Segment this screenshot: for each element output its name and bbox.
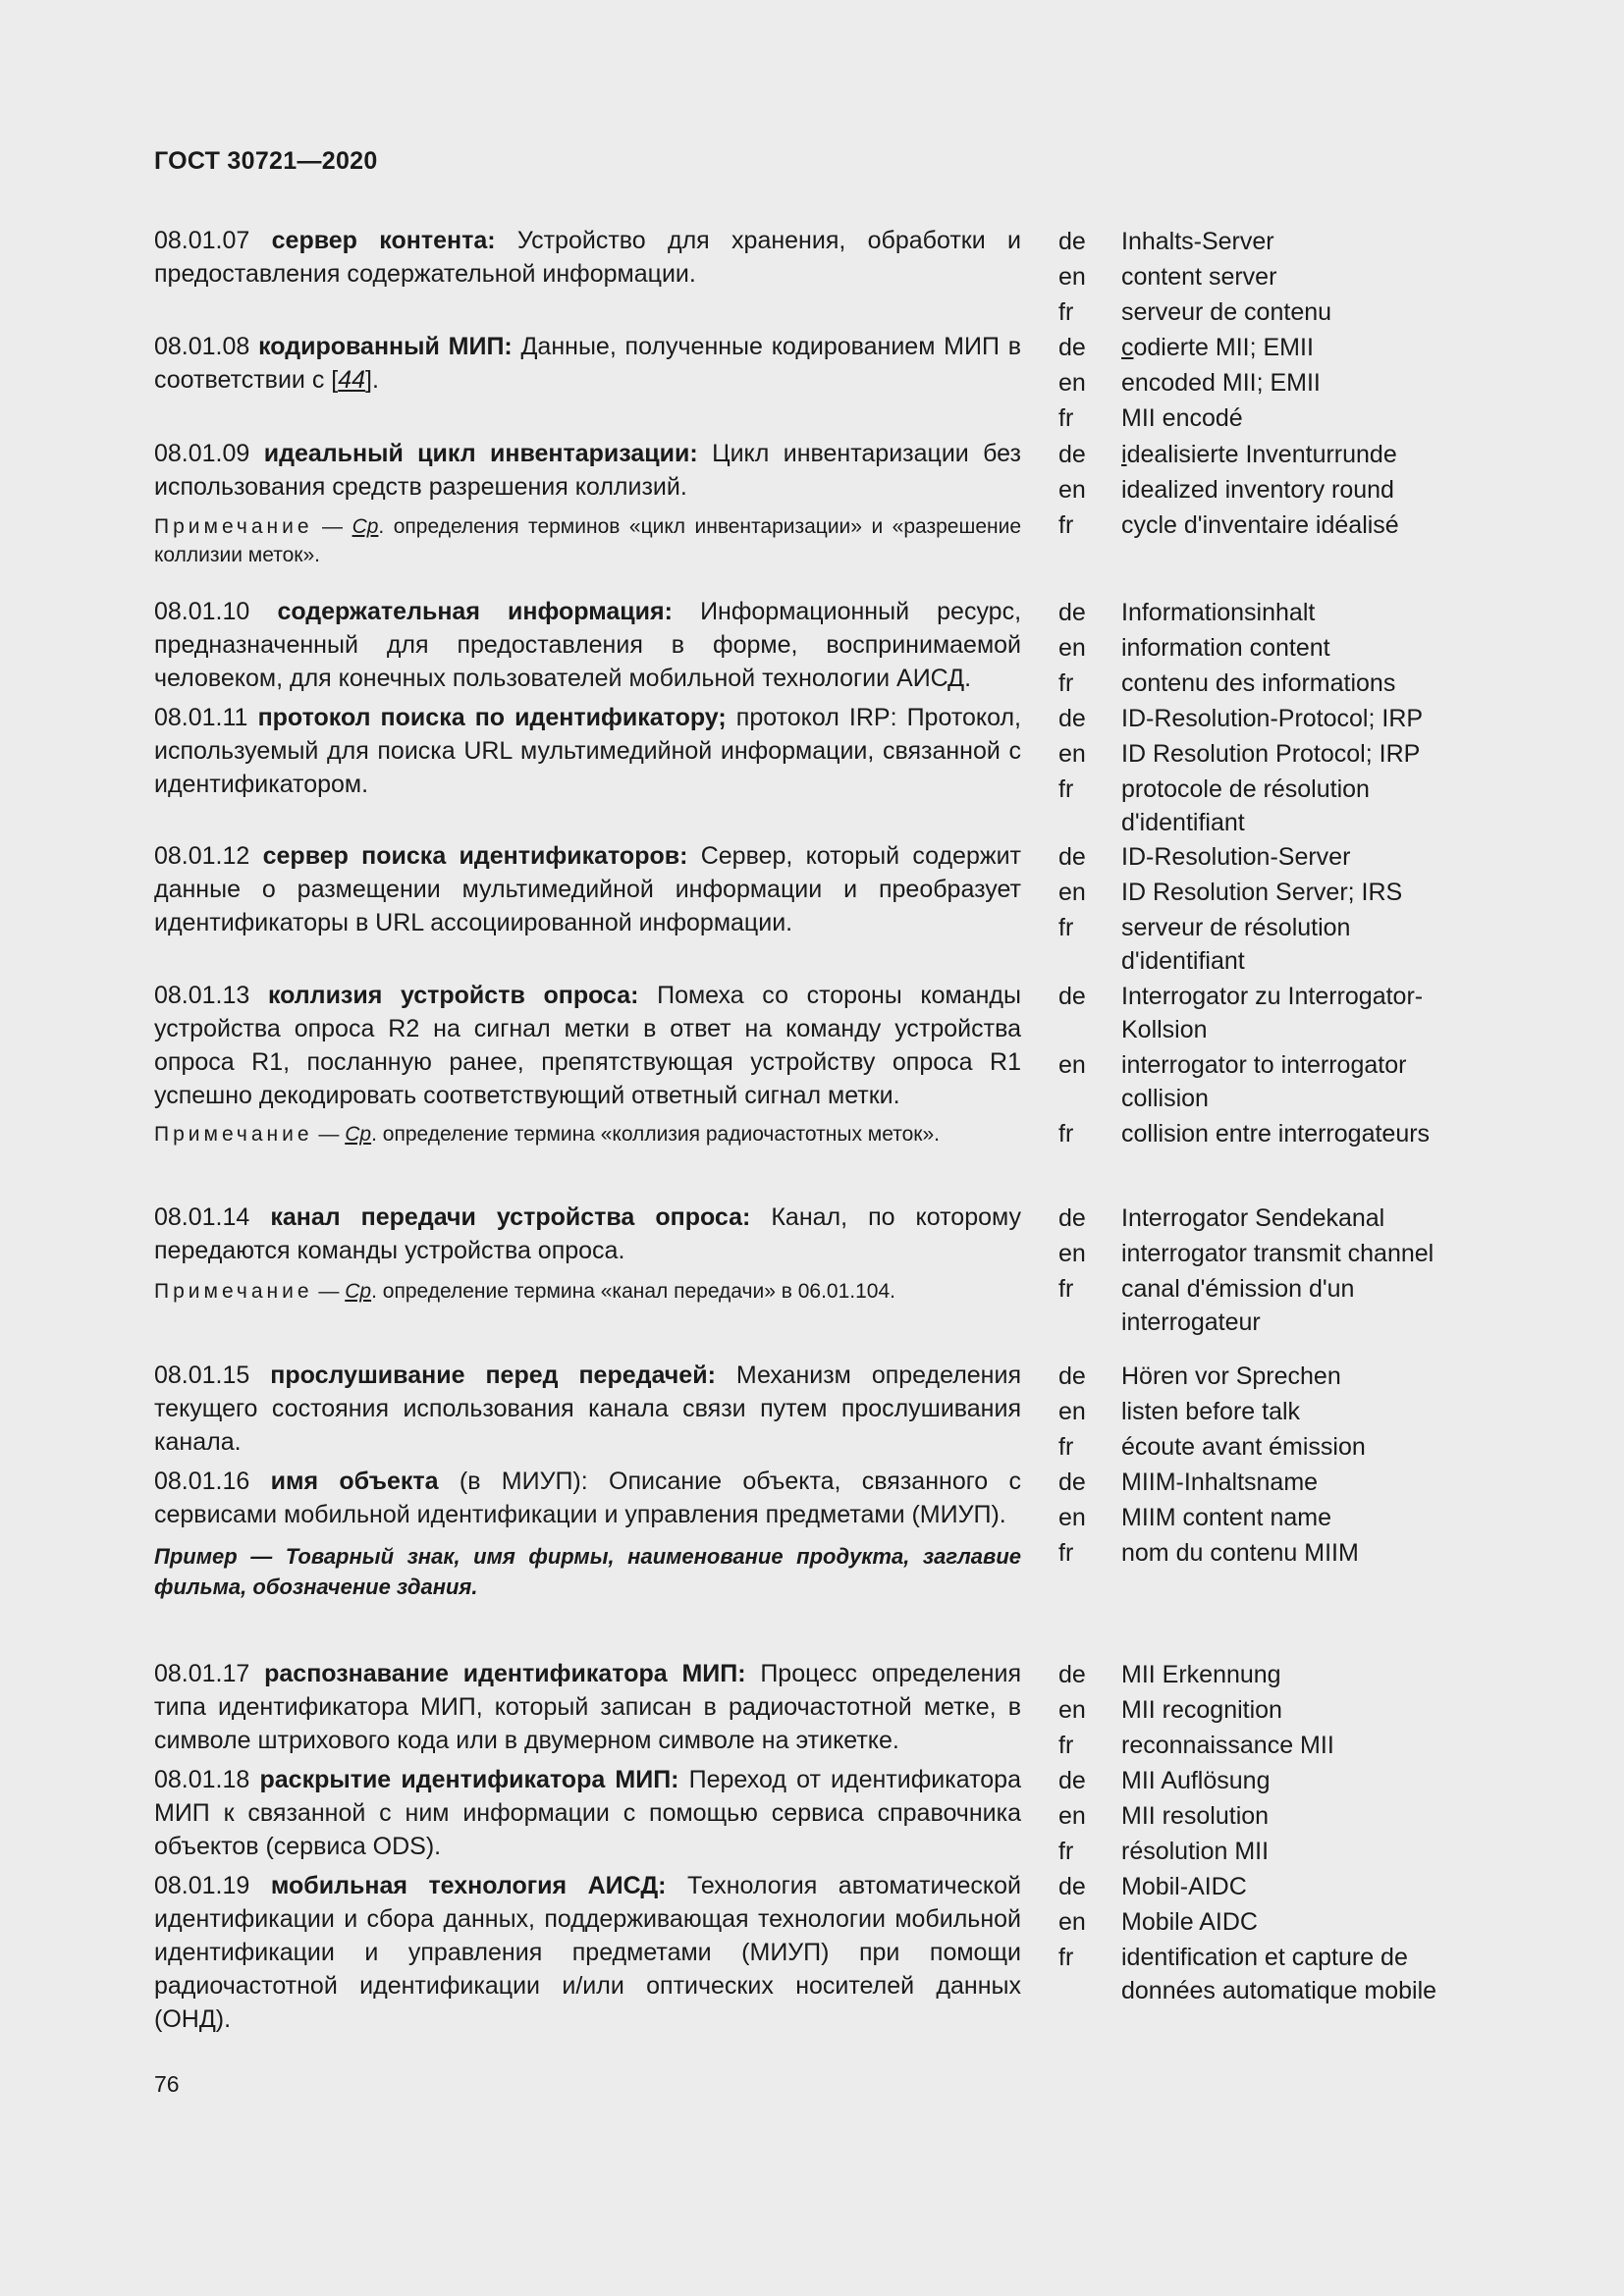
lang-term: Mobil-AIDC (1121, 1873, 1247, 1900)
term-entry-08-01-07 (154, 224, 1021, 291)
definition (154, 595, 1021, 695)
lang-code: en (1058, 1051, 1086, 1079)
lang-code: de (1058, 705, 1086, 732)
definition (154, 437, 1021, 504)
term-name: мобильная технология АИСД: (270, 1872, 667, 1899)
note-text: . определение термина «коллизия радиочастотных меток». (371, 1123, 940, 1146)
translations-08-01-13 (1058, 979, 1589, 1151)
term-name: сервер поиска идентификаторов: (262, 842, 688, 870)
lang-term: ID-Resolution-Server (1121, 843, 1351, 871)
term-entry-08-01-18 (154, 1763, 1021, 1863)
lang-term: interrogator transmit channel (1121, 1240, 1435, 1267)
definition (154, 1869, 1021, 2036)
term-entry-08-01-17 (154, 1657, 1021, 1757)
note-text: . определения терминов «цикл инвентаризации» и «разрешение коллизии меток». (154, 515, 1022, 566)
note-ref-link[interactable]: Ср (345, 1280, 372, 1303)
note (154, 1277, 1021, 1306)
lang-term: protocole de résolution d'identifiant (1121, 775, 1370, 836)
lang-code: de (1058, 1767, 1086, 1794)
term-number: 08.01.08 (154, 333, 250, 360)
term-entry-08-01-11 (154, 701, 1021, 801)
lang-code: en (1058, 1240, 1086, 1267)
lang-term: interrogator to interrogator collision (1121, 1051, 1407, 1112)
lang-code: de (1058, 983, 1086, 1010)
note-dash: — (312, 515, 352, 538)
lang-term: information content (1121, 634, 1330, 662)
lang-term (1121, 437, 1589, 472)
lang-code: en (1058, 1696, 1086, 1724)
lang-term: encoded MII; EMII (1121, 369, 1321, 397)
translations-08-01-16 (1058, 1465, 1589, 1571)
definition-text: Цикл инвентаризации без использования средств разрешения коллизий. (154, 440, 1021, 501)
translations-08-01-14 (1058, 1201, 1589, 1340)
translations-08-01-10 (1058, 595, 1589, 701)
lang-code: fr (1058, 1539, 1074, 1567)
lang-term: collision entre interrogateurs (1121, 1120, 1431, 1148)
translations-08-01-12 (1058, 839, 1589, 979)
definition-text: Помеха со стороны команды устройства опроса R2 на сигнал метки в ответ на команду устройства опроса R1, посланную ранее, препятствующая устройству опроса R1 успешно декодировать соответствующий ответный сигнал метки. (154, 982, 1021, 1109)
lang-code: fr (1058, 1944, 1074, 1971)
lang-code: fr (1058, 1838, 1074, 1865)
definition (154, 979, 1021, 1112)
term-number: 08.01.09 (154, 440, 250, 467)
term-number: 08.01.15 (154, 1362, 250, 1389)
term-number: 08.01.10 (154, 598, 250, 625)
lang-term: résolution MII (1121, 1838, 1270, 1865)
lang-code: en (1058, 1802, 1086, 1830)
term-name: содержательная информация: (277, 598, 673, 625)
translations-08-01-18 (1058, 1763, 1589, 1869)
lang-term: contenu des informations (1121, 669, 1396, 697)
lang-term: identification et capture de données automatique mobile (1121, 1944, 1437, 2004)
lang-code: en (1058, 740, 1086, 768)
lang-code: en (1058, 634, 1086, 662)
definition-text: Информационный ресурс, предназначенный для предоставления в форме, воспринимаемой человеком, для конечных пользователей мобильной технологии АИСД. (154, 598, 1022, 692)
lang-term: MII resolution (1121, 1802, 1270, 1830)
note-label: Примечание (154, 1280, 313, 1303)
lang-term: ID Resolution Protocol; IRP (1121, 740, 1421, 768)
lang-term: content server (1121, 263, 1277, 291)
definition-text: Канал, по которому передаются команды устройства опроса. (154, 1203, 1021, 1264)
term-entry-08-01-09 (154, 437, 1021, 569)
note-ref-link[interactable]: Ср (352, 515, 379, 538)
term-number: 08.01.19 (154, 1872, 250, 1899)
definition (154, 1763, 1021, 1863)
translations-08-01-15 (1058, 1359, 1589, 1465)
lang-code: de (1058, 599, 1086, 626)
definition-text: Механизм определения текущего состояния использования канала связи путем прослушивания канала. (154, 1362, 1021, 1456)
definition-text: Устройство для хранения, обработки и предоставления содержательной информации. (154, 227, 1021, 288)
lang-term: Mobile AIDC (1121, 1908, 1258, 1936)
definition (154, 330, 1021, 397)
lang-code: fr (1058, 404, 1074, 432)
note-text: . определение термина «канал передачи» в 06.01.104. (371, 1280, 895, 1303)
term-number: 08.01.13 (154, 982, 250, 1009)
definition-text: протокол IRP: Протокол, используемый для поиска URL мультимедийной информации, связанной с идентификатором. (154, 704, 1021, 798)
lang-term (1121, 330, 1589, 365)
lang-term: listen before talk (1121, 1398, 1301, 1425)
lang-term: MII recognition (1121, 1696, 1282, 1724)
lang-code: en (1058, 1398, 1086, 1425)
lang-code: en (1058, 263, 1086, 291)
lang-code: de (1058, 228, 1086, 255)
lang-term: MII Auflösung (1121, 1767, 1271, 1794)
lang-code: fr (1058, 775, 1074, 803)
term-name: прослушивание перед передачей: (270, 1362, 716, 1389)
lang-term: Interrogator Sendekanal (1121, 1204, 1385, 1232)
lang-term: écoute avant émission (1121, 1433, 1366, 1461)
lang-term: MIIM content name (1121, 1504, 1331, 1531)
lang-term: Informationsinhalt (1121, 599, 1316, 626)
term-number: 08.01.17 (154, 1660, 250, 1687)
term-entry-08-01-14 (154, 1201, 1021, 1306)
term-number: 08.01.16 (154, 1468, 250, 1495)
lang-term: idealized inventory round (1121, 476, 1394, 504)
lang-code: en (1058, 1908, 1086, 1936)
note-dash: — (312, 1123, 346, 1146)
lang-term: Inhalts-Server (1121, 228, 1274, 255)
lang-code: fr (1058, 914, 1074, 941)
lang-code: en (1058, 476, 1086, 504)
translations-08-01-17 (1058, 1657, 1589, 1763)
lang-code: de (1058, 441, 1086, 468)
lang-code: de (1058, 1204, 1086, 1232)
translations-08-01-07 (1058, 224, 1589, 330)
lang-code: fr (1058, 669, 1074, 697)
lang-code: fr (1058, 298, 1074, 326)
note-ref-link[interactable]: Ср (345, 1123, 372, 1146)
definition (154, 224, 1021, 291)
translations-08-01-08 (1058, 330, 1589, 436)
definition (154, 1359, 1021, 1459)
definition-text: Сервер, который содержит данные о размещении мультимедийной информации и преобразует идентификаторы в URL ассоциированной информации. (154, 842, 1022, 936)
lang-code: fr (1058, 1732, 1074, 1759)
lang-code: de (1058, 1468, 1086, 1496)
definition-text: Данные, полученные кодированием МИП в соответствии с [ (154, 333, 1021, 394)
lang-code: en (1058, 369, 1086, 397)
term-number: 08.01.12 (154, 842, 250, 870)
term-name: идеальный цикл инвентаризации: (263, 440, 698, 467)
lang-term-rest: dealisierte Inventurrunde (1126, 441, 1397, 468)
term-name: канал передачи устройства опроса: (270, 1203, 751, 1231)
term-entry-08-01-08 (154, 330, 1021, 397)
definition (154, 1201, 1021, 1267)
page-number: 76 (154, 2071, 180, 2097)
lang-code: en (1058, 1504, 1086, 1531)
term-number: 08.01.18 (154, 1766, 250, 1793)
definition-text: ]. (365, 366, 379, 394)
note-dash: — (312, 1280, 346, 1303)
lang-term-first-letter: i (1121, 441, 1127, 468)
definition (154, 839, 1021, 939)
lang-term: cycle d'inventaire idéalisé (1121, 511, 1399, 539)
lang-term: reconnaissance MII (1121, 1732, 1334, 1759)
lang-term: canal d'émission d'un interrogateur (1121, 1275, 1355, 1336)
lang-code: en (1058, 879, 1086, 906)
term-number: 08.01.14 (154, 1203, 250, 1231)
term-name: кодированный МИП: (258, 333, 513, 360)
term-entry-08-01-13 (154, 979, 1021, 1148)
lang-code: fr (1058, 1433, 1074, 1461)
term-name: имя объекта (270, 1468, 439, 1495)
example: Пример — Товарный знак, имя фирмы, наименование продукта, заглавие фильма, обозначение здания. (154, 1544, 1021, 1599)
lang-term: Hören vor Sprechen (1121, 1362, 1341, 1390)
lang-code: fr (1058, 1120, 1074, 1148)
lang-code: de (1058, 1661, 1086, 1688)
term-entry-08-01-19 (154, 1869, 1021, 2036)
document-header: ГОСТ 30721—2020 (154, 147, 378, 175)
lang-term: serveur de contenu (1121, 298, 1332, 326)
term-name: раскрытие идентификатора МИП: (259, 1766, 679, 1793)
term-entry-08-01-12 (154, 839, 1021, 939)
definition (154, 1465, 1021, 1531)
term-entry-08-01-16 (154, 1465, 1021, 1602)
definition (154, 701, 1021, 801)
note (154, 1120, 1021, 1148)
lang-term: MIIM-Inhaltsname (1121, 1468, 1319, 1496)
note (154, 512, 1021, 569)
lang-term: serveur de résolution d'identifiant (1121, 914, 1351, 975)
lang-term-rest: odierte MII; EMII (1133, 334, 1314, 361)
lang-code: fr (1058, 511, 1074, 539)
term-name: коллизия устройств опроса: (267, 982, 639, 1009)
lang-term-first-letter: c (1121, 334, 1134, 361)
lang-term: nom du contenu MIIM (1121, 1539, 1359, 1567)
term-number: 08.01.11 (154, 704, 248, 731)
lang-code: fr (1058, 1275, 1074, 1303)
definition-text: Технология автоматической идентификации и сбора данных, поддерживающая технологии мобильной идентификации и управления предметами (МИУП) при помощи радиочастотной идентификации и/или оптических носителей данных (ОНД). (154, 1872, 1021, 2033)
lang-term: ID Resolution Server; IRS (1121, 879, 1403, 906)
lang-term: MII encodé (1121, 404, 1243, 432)
note-label: Примечание (154, 1123, 313, 1146)
term-name: сервер контента: (271, 227, 496, 254)
note-label: Примечание (154, 515, 313, 538)
term-entry-08-01-10 (154, 595, 1021, 695)
definition (154, 1657, 1021, 1757)
term-name: протокол поиска по идентификатору; (257, 704, 727, 731)
term-name: распознавание идентификатора МИП: (264, 1660, 746, 1687)
definition-text: (в МИУП): Описание объекта, связанного с сервисами мобильной идентификации и управления предметами (МИУП). (154, 1468, 1021, 1528)
term-entry-08-01-15 (154, 1359, 1021, 1459)
lang-code: de (1058, 1362, 1086, 1390)
definition-text: Переход от идентификатора МИП к связанной с ним информации с помощью сервиса справочника объектов (сервиса ODS). (154, 1766, 1021, 1860)
translations-08-01-09 (1058, 437, 1589, 543)
definition-text: Процесс определения типа идентификатора МИП, который записан в радиочастотной метке, в символе штрихового кода или в двумерном символе на этикетке. (154, 1660, 1021, 1754)
bibliography-ref-link[interactable]: 44 (338, 366, 366, 394)
translations-08-01-19 (1058, 1869, 1589, 2008)
lang-term: MII Erkennung (1121, 1661, 1281, 1688)
translations-08-01-11 (1058, 701, 1589, 840)
lang-code: de (1058, 843, 1086, 871)
term-number: 08.01.07 (154, 227, 250, 254)
lang-term: Interrogator zu Interrogator-Kollsion (1121, 983, 1424, 1043)
lang-term: ID-Resolution-Protocol; IRP (1121, 705, 1424, 732)
lang-code: de (1058, 334, 1086, 361)
lang-code: de (1058, 1873, 1086, 1900)
